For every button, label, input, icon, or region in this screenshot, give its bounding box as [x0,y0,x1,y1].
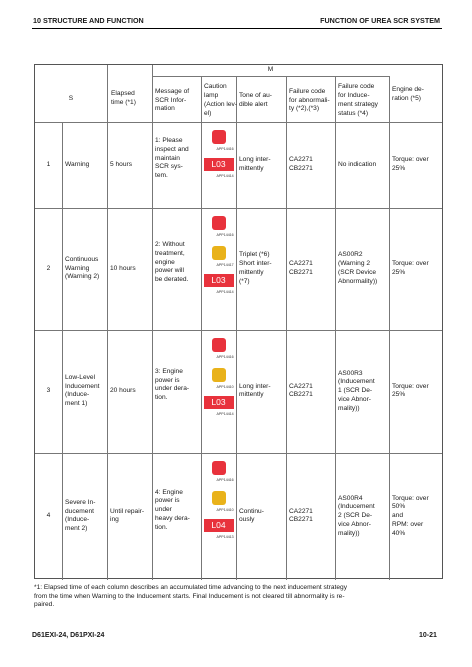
action-level-label: L04 [204,519,234,532]
row-tone-line: ously [239,516,255,524]
row-message-line: power is [155,497,180,505]
row-failure-codes-line: CA2271 [289,507,313,515]
row-elapsed-line: Until repair- [110,507,145,515]
row-message-line: be derated. [155,276,189,284]
row-inducement-code-line: (SCR Device [338,268,377,276]
caution-lamp-icon [212,338,226,352]
label-code-caption: APP14414 [216,174,234,178]
grid-hline-group [152,76,389,77]
row-status-line: Inducement [65,382,100,390]
row-elapsed-line: 20 hours [110,387,136,395]
row-status [65,161,109,170]
action-level-label: L03 [204,396,234,409]
failure-abn-heading-line: ty (*2),(*3) [289,105,320,113]
row-derate-line: 40% [392,529,406,537]
caution-lamp-icon [212,130,226,144]
grid-hline [35,122,442,123]
row-derate [392,260,446,278]
row-message [155,368,201,403]
row-status-line: (Induce- [65,516,90,524]
row-status-line: Warning [65,264,90,272]
row-derate-line: Torque: over [392,382,429,390]
row-message-line: SCR sys- [155,163,183,171]
row-message [155,489,201,533]
row-number: 3 [46,387,51,395]
row-message-line: under dera- [155,385,190,393]
caution-heading-line: Caution [204,83,227,91]
lamp-code-caption: APP14416 [216,147,234,151]
label-code-caption: APP14413 [216,535,234,539]
row-message-line: power is [155,376,180,384]
grid-hline [35,453,442,454]
tone-heading-line: dible alert [239,100,268,108]
lamp-code-caption: APP14416 [216,233,234,237]
row-inducement-code [338,370,392,414]
row-failure-codes [289,156,337,174]
row-elapsed [110,161,154,170]
failure-ind-heading-line: for Induce- [338,92,370,100]
row-message-line: treatment, [155,249,185,257]
label-code-caption: APP14414 [216,290,234,294]
machine-monitor-heading [152,66,389,75]
message-heading-line: Message of [155,87,190,95]
row-inducement-code-line: vice Abnor- [338,520,371,528]
page-header [32,14,442,29]
grid-vline [335,76,336,580]
row-derate [392,495,446,539]
row-inducement-code-line: AS00R4 [338,494,363,502]
row-failure-codes-line: CA2271 [289,382,313,390]
failure-ind-heading-line: status (*4) [338,109,369,117]
grid-vline [62,122,63,580]
row-inducement-code [338,495,392,539]
row-elapsed-line: ing [110,516,119,524]
row-number: 1 [46,160,51,168]
row-inducement-code-line: No indication [338,160,377,168]
failure-abn-heading [289,88,337,114]
message-heading-line: SCR Infor- [155,96,187,104]
row-inducement-code-line: 1 (SCR De- [338,387,373,395]
row-failure-codes [289,508,337,526]
row-tone-line: Long inter- [239,382,271,390]
message-heading [155,88,201,114]
elapsed-heading-line: time (*1) [111,98,136,106]
row-elapsed [110,508,154,526]
row-inducement-code-line: AS00R3 [338,369,363,377]
row-failure-codes [289,383,337,401]
row-inducement-code [338,161,392,170]
row-tone-line: (*7) [239,277,250,285]
row-failure-codes-line: CB2271 [289,268,313,276]
row-status-line: ducement [65,507,94,515]
label-code-caption: APP14414 [216,412,234,416]
row-tone-line: Triplet (*6) [239,251,270,259]
status-heading [35,95,107,104]
scr-warning-icon [212,491,226,505]
row-inducement-code-line: 2 (SCR De- [338,512,373,520]
footnote-line-1: *1: Elapsed time of each column describes an accumulated time advancing to the next inducement strategy [34,584,348,591]
row-tone-line: Long inter- [239,156,271,164]
scr-warning-icon [212,368,226,382]
row-message [155,137,201,181]
lamp-code-caption: APP14416 [216,478,234,482]
row-derate-line: 50% [392,503,406,511]
subject-title: FUNCTION OF UREA SCR SYSTEM [320,16,440,25]
row-inducement-code [338,251,392,286]
row-message-line: tem. [155,172,168,180]
status-heading-line: S [68,94,74,102]
footnote-line-2: from the time when Warning to the Inducement starts. Final Inducement is not cleared till abnormality is re- [34,592,345,600]
scr-inducement-table [34,64,443,579]
grid-hline [35,208,442,209]
row-derate-line: and [392,512,404,520]
derate-heading-line: Engine de- [392,86,424,94]
row-inducement-code-line: (Inducement [338,378,375,386]
machine-monitor-heading-line: M [267,66,274,74]
row-derate [392,156,446,174]
row-message-line: tion. [155,394,168,402]
row-message [155,241,201,285]
row-failure-codes [289,260,337,278]
row-message-line: 3: Engine [155,367,183,375]
row-elapsed-line: 5 hours [110,160,132,168]
grid-vline [286,76,287,580]
mid-code-caption: APP14410 [216,508,234,512]
row-message-line: inspect and [155,145,189,153]
row-tone [239,383,287,401]
row-status-line: Warning [65,160,90,168]
row-message-line: heavy dera- [155,514,190,522]
row-failure-codes-line: CB2271 [289,164,313,172]
action-level-label: L03 [204,158,234,171]
row-status-line: Continuous [65,255,99,263]
row-message-line: 2: Without [155,241,185,248]
grid-vline [201,76,202,580]
row-elapsed [110,265,154,274]
row-message-line: under [155,506,172,514]
tone-heading [239,92,287,110]
row-tone-line: Continu- [239,507,264,515]
derate-heading-line: ration (*5) [392,94,421,102]
row-status-line: (Warning 2) [65,273,100,281]
row-tone-line: mittently [239,164,264,172]
row-derate-line: Torque: over [392,156,429,164]
row-tone [239,508,287,526]
row-status [65,256,109,282]
row-inducement-code-line: Abnormality)) [338,277,378,285]
section-title: 10 STRUCTURE AND FUNCTION [33,16,144,25]
footer-page: 10-21 [419,632,437,639]
row-status [65,499,109,534]
row-inducement-code-line: AS00R2 [338,251,363,259]
row-failure-codes-line: CB2271 [289,391,313,399]
row-message-line: maintain [155,154,180,162]
message-heading-line: mation [155,105,175,113]
failure-ind-heading-line: ment strategy [338,100,378,108]
derate-heading [392,86,444,104]
row-failure-codes-line: CB2271 [289,516,313,524]
caution-lamp-icon [212,216,226,230]
caution-heading-line: (Action lev- [204,100,237,108]
row-derate [392,383,446,401]
caution-heading-line: lamp [204,92,219,100]
row-tone [239,251,287,286]
elapsed-heading [111,90,155,108]
mid-code-caption: APP14417 [216,263,234,267]
row-inducement-code-line: (Inducement [338,503,375,511]
footer-model: D61EXI-24, D61PXI-24 [32,632,105,639]
lamp-code-caption: APP14416 [216,355,234,359]
row-number: 4 [46,512,51,520]
row-status-line: (Induce- [65,391,90,399]
row-message-line: 4: Engine [155,488,183,496]
row-inducement-code-line: mality)) [338,529,360,537]
scr-warning-icon [212,246,226,260]
row-message-line: 1: Please [155,137,183,144]
row-status-line: Severe In- [65,498,96,506]
row-derate-line: 25% [392,164,406,172]
footnote [34,584,446,610]
grid-vline [236,76,237,580]
row-elapsed [110,387,154,396]
row-failure-codes-line: CA2271 [289,156,313,164]
row-derate-line: Torque: over [392,494,429,502]
failure-ind-heading [338,83,390,118]
row-number: 2 [46,264,51,272]
row-elapsed-line: 10 hours [110,264,136,272]
row-status-line: ment 1) [65,400,88,408]
row-derate-line: 25% [392,391,406,399]
row-inducement-code-line: vice Abnor- [338,395,371,403]
row-tone-line: Short inter- [239,260,272,268]
action-level-label: L03 [204,274,234,287]
failure-abn-heading-line: for abnormali- [289,96,330,104]
row-message-line: engine [155,258,175,266]
row-inducement-code-line: (Warning 2 [338,260,371,268]
row-failure-codes-line: CA2271 [289,260,313,268]
grid-hline [35,330,442,331]
row-status [65,374,109,409]
row-inducement-code-line: mality)) [338,404,360,412]
caution-heading [204,83,238,118]
row-message-line: power will [155,267,184,275]
row-derate-line: RPM: over [392,520,424,528]
tone-heading-line: Tone of au- [239,92,272,100]
row-tone [239,156,287,174]
row-derate-line: 25% [392,268,406,276]
failure-ind-heading-line: Failure code [338,83,375,91]
mid-code-caption: APP14410 [216,385,234,389]
elapsed-heading-line: Elapsed [111,90,135,98]
failure-abn-heading-line: Failure code [289,87,326,95]
grid-vline [152,65,153,580]
caution-heading-line: el) [204,109,212,117]
caution-lamp-icon [212,461,226,475]
row-status-line: ment 2) [65,525,88,533]
row-derate-line: Torque: over [392,260,429,268]
row-tone-line: mittently [239,391,264,399]
footnote-line-3: paired. [34,601,55,609]
row-status-line: Low-Level [65,373,96,381]
row-tone-line: mittently [239,268,264,276]
row-message-line: tion. [155,523,168,531]
